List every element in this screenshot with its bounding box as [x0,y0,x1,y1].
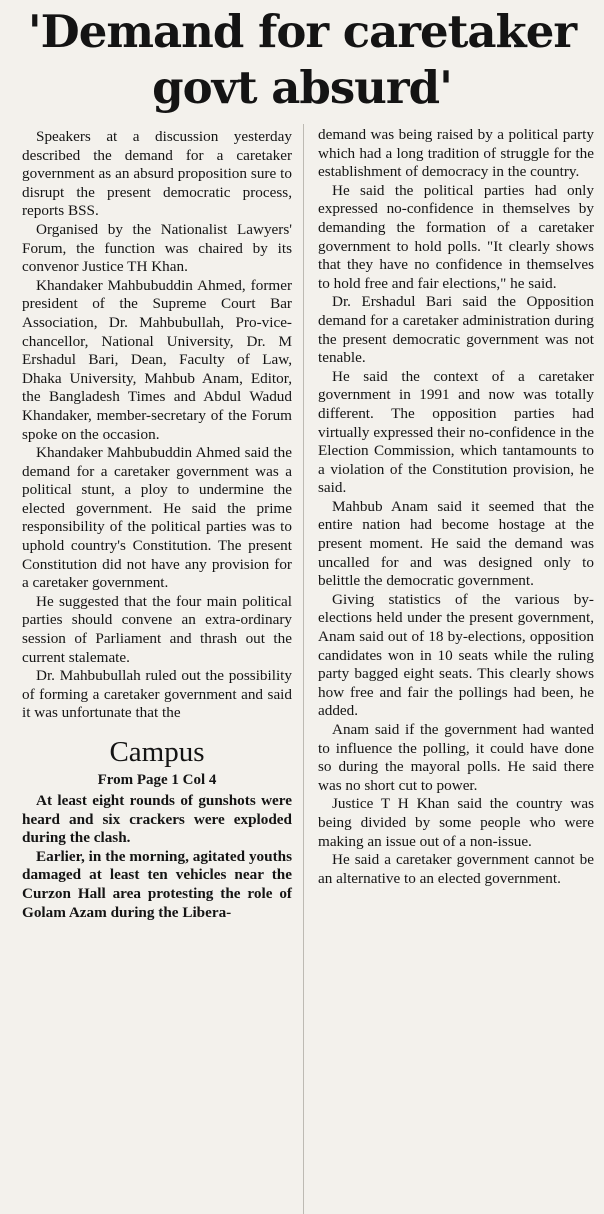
article-paragraph: Khandaker Mahbubuddin Ahmed said the demand for a caretaker government was a political stunt, a ploy to undermine the elected government. He said the prime responsibility of the political parties was to uphold country's Constitution. The present Constitution did not have any provision for a caretaker government. [22,444,292,592]
jump-story-title: Campus [109,736,205,768]
left-column [22,128,292,922]
article-paragraph: Giving statistics of the various by-elections held under the present government, Anam said out of 18 by-elections, opposition candidates won in 10 seats while the ruling party bagged eight seats. This clearly shows how free and fair the pollings had been, he added. [318,590,594,720]
jump-story-paragraph: At least eight rounds of gunshots were heard and six crackers were exploded during the clash. [22,792,292,847]
article-paragraph: Speakers at a discussion yesterday described the demand for a caretaker government as an absurd proposition sure to disrupt the present democratic process, reports BSS. [22,128,292,220]
article-continuation: demand was being raised by a political party which had a long tradition of struggle for the establishment of democracy in the country. [318,126,594,181]
column-divider [303,124,304,1214]
article-paragraph: Justice T H Khan said the country was being divided by some people who were making an issue out of a non-issue. [318,795,594,850]
jump-story-paragraph: Earlier, in the morning, agitated youths damaged at least ten vehicles near the Curzon Hall area protesting the role of Golam Azam during the Libera- [22,847,292,921]
article-paragraph: He suggested that the four main political parties should convene an extra-ordinary session of Parliament and thrash out the current stalemate. [22,592,292,666]
headline [0,4,604,116]
article-paragraph: Khandaker Mahbubuddin Ahmed, former president of the Supreme Court Bar Association, Dr. Mahbubullah, Pro-vice-chancellor, National University, Dr. M Ershadul Bari, Dean, Faculty of Law, Dhaka University, Mahbub Anam, Editor, the Bangladesh Times and Abdul Wadud Khandaker, member-secretary of the Forum spoke on the occasion. [22,276,292,443]
headline-line-2: govt absurd' [152,61,452,114]
article-paragraph: He said the context of a caretaker government in 1991 and now was totally different. The opposition parties had virtually expressed their no-confidence in the Election Commission, which tantamounts to a violation of the Constitution provision, he said. [318,367,594,497]
article-paragraph: He said the political parties had only expressed no-confidence in themselves by demanding the formation of a caretaker government to hold polls. "It clearly shows that they have no confidence in themselves to hold free and fair elections," he said. [318,181,594,292]
article-paragraph: He said a caretaker government cannot be an alternative to an elected government. [318,851,594,887]
article-paragraph: Dr. Ershadul Bari said the Opposition demand for a caretaker administration during the present democratic government was not tenable. [318,293,594,367]
article-paragraph: Mahbub Anam said it seemed that the entire nation had become hostage at the present moment. He said the demand was uncalled for and was designed only to belittle the democratic government. [318,497,594,590]
headline-line-1: 'Demand for caretaker [27,5,577,58]
jump-story-from-page: From Page 1 Col 4 [97,772,217,788]
article-paragraph: Organised by the Nationalist Lawyers' Forum, the function was chaired by its convenor Justice TH Khan. [22,220,292,276]
article-paragraph: Anam said if the government had wanted to influence the polling, it could have done so during the mayoral polls. He said there was no short cut to power. [318,721,594,794]
article-paragraph: Dr. Mahbubullah ruled out the possibility of forming a caretaker government and said it was unfortunate that the [22,667,292,722]
right-column [318,126,594,888]
